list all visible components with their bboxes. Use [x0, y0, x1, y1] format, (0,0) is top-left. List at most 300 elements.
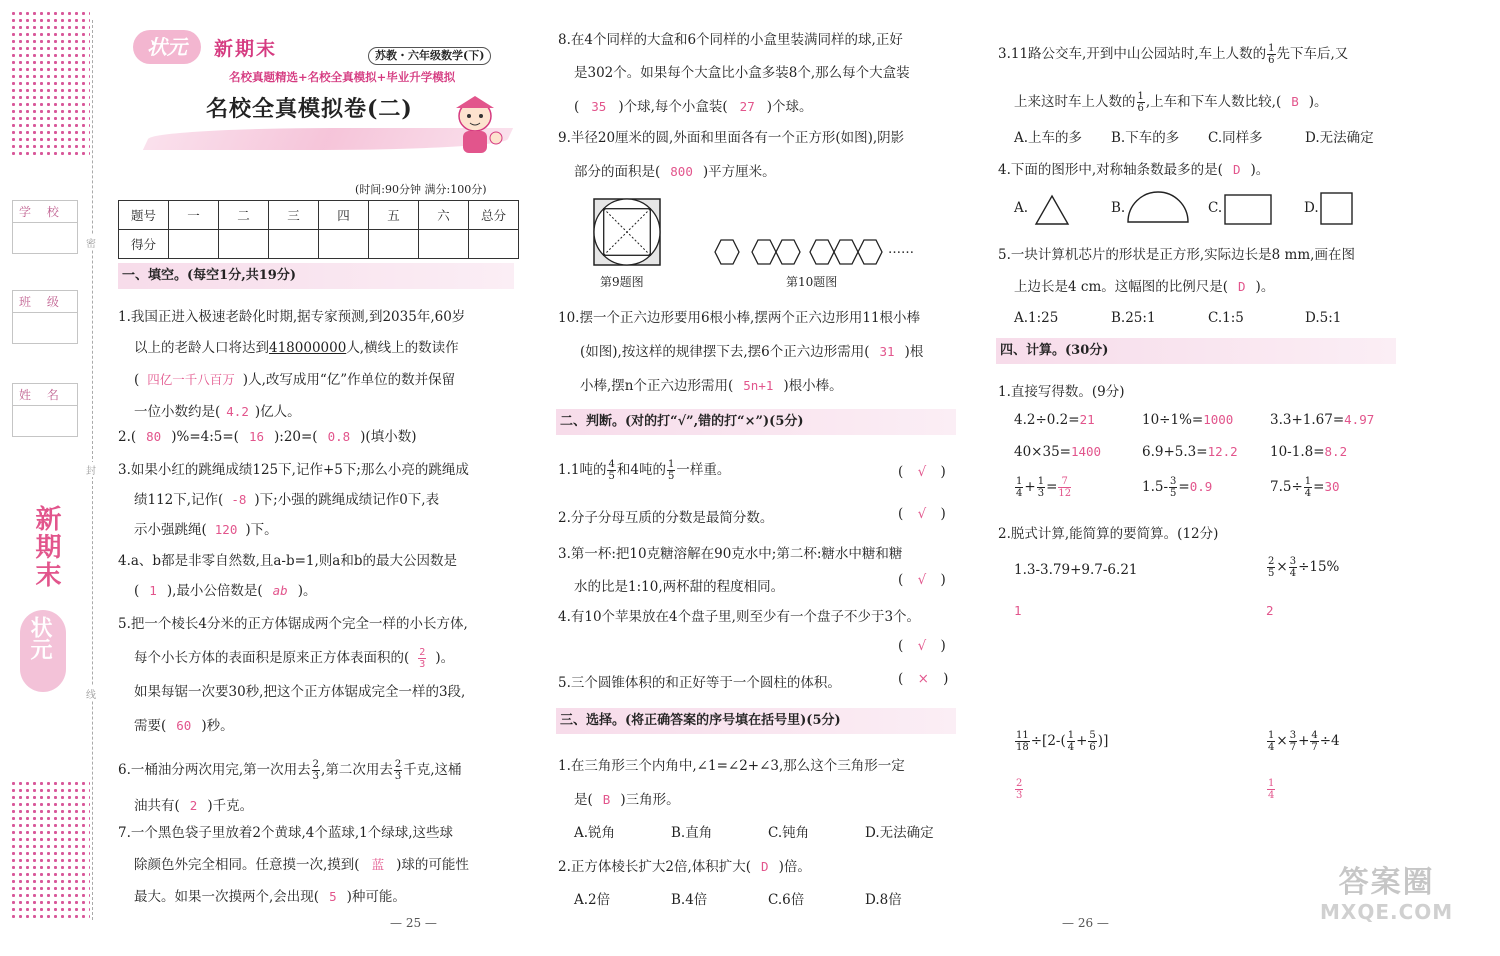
q3-text: )下。 — [245, 522, 278, 538]
calc-fraction — [1304, 476, 1312, 499]
fraction-numerator: 2 — [419, 647, 426, 658]
option-a[interactable]: A. — [1014, 200, 1029, 216]
fraction-numerator: 7 — [1058, 476, 1071, 488]
q4-text: ( — [134, 583, 140, 599]
class-label: 班 级 — [13, 291, 77, 313]
judge-answer-4[interactable]: ( √ ) — [898, 638, 946, 654]
calc-expr-3 — [1014, 730, 1108, 753]
calc-expr: 4.2÷0.2= — [1014, 412, 1080, 428]
judge-item-4: 4.有10个苹果放在4个盘子里,则至少有一个盘子不少于3个。 — [558, 609, 921, 625]
question-6 — [118, 752, 462, 824]
calc-expr: 1.5- — [1142, 479, 1169, 495]
judge-item-3-line1: 3.第一杯:把10克糖溶解在90克水中;第二杯:糖水中糖和糖 — [558, 546, 903, 562]
calc-answer[interactable]: 1400 — [1070, 444, 1102, 459]
q3-answer-1[interactable]: -8 — [231, 492, 247, 507]
calc-item — [1270, 476, 1340, 499]
q6-fraction-1 — [312, 759, 320, 782]
choice-q1-line1: 1.在三角形三个内角中,∠1=∠2+∠3,那么这个三角形一定 — [558, 758, 905, 774]
school-field[interactable] — [12, 200, 78, 254]
score-cell[interactable] — [419, 230, 469, 259]
calc-row-2 — [1014, 444, 1347, 460]
score-header-cell: 题号 — [119, 201, 169, 230]
calc-expr-2-answer[interactable]: 2 — [1266, 603, 1274, 618]
q7-text: )球的可能性 — [396, 857, 469, 873]
option-b[interactable]: B.下车的多 — [1111, 130, 1180, 146]
question-3 — [118, 455, 469, 545]
q6-text: )千克。 — [207, 798, 254, 814]
circle-square-figure — [593, 198, 661, 266]
choice-text: 3.11路公交车,开到中山公园站时,车上人数的 — [998, 46, 1267, 62]
bottom-dot-pattern — [10, 780, 90, 920]
mascot-icon — [446, 94, 504, 158]
calc-item — [1270, 412, 1374, 428]
fraction-numerator: 1 — [1268, 778, 1275, 789]
fraction-denominator: 7 — [1289, 742, 1297, 753]
name-label: 姓 名 — [13, 384, 77, 406]
q8-line1: 8.在4个同样的大盒和6个同样的小盒里装满同样的球,正好 — [558, 32, 903, 48]
option-c[interactable]: C.同样多 — [1208, 130, 1263, 146]
fraction-denominator: 3 — [312, 771, 320, 782]
choice-q5 — [998, 240, 1402, 334]
q8-text: )个球。 — [766, 99, 813, 115]
score-row-label: 得分 — [119, 230, 169, 259]
fraction-numerator: 1 — [1137, 91, 1144, 102]
judge-mark: √ — [917, 638, 927, 654]
q5-text: 每个小长方体的表面积是原来正方体表面积的( — [134, 650, 410, 666]
q3-text: 绩112下,记作( — [134, 492, 224, 508]
q7-text: )种可能。 — [346, 889, 406, 905]
q10-answer-2[interactable]: 5n+1 — [743, 378, 774, 393]
fraction-denominator: 3 — [394, 771, 402, 782]
q5-text: )秒。 — [201, 718, 234, 734]
calc-op: × — [1276, 733, 1288, 749]
choice-q3-options — [1014, 126, 1402, 146]
choice-q5-line1: 5.一块计算机芯片的形状是正方形,实际边长是8 mm,画在图 — [998, 247, 1355, 263]
calc-expr-4 — [1266, 730, 1340, 753]
judge-answer-1[interactable]: ( √ ) — [898, 464, 946, 480]
choice-q5-options — [998, 303, 1402, 334]
q1-answer-reading[interactable]: 四亿一千八百万 — [147, 372, 235, 387]
seal-xian: 线 — [86, 686, 96, 701]
judge-item-3 — [558, 538, 902, 604]
judge-text: 和4吨的 — [616, 462, 666, 478]
fraction-denominator: 3 — [1037, 488, 1045, 499]
calc-op: + — [1024, 479, 1036, 495]
calc-op: = — [1046, 479, 1058, 495]
fraction-denominator: 4 — [1067, 742, 1075, 753]
q3-line3 — [118, 515, 469, 545]
calc-expr-1-answer[interactable]: 1 — [1014, 603, 1022, 618]
triangle-icon — [1034, 194, 1070, 226]
q1-text: )人,改写成用“亿”作单位的数并保留 — [242, 372, 456, 388]
q9-answer[interactable]: 800 — [670, 164, 693, 179]
calc-expr: 40×35= — [1014, 444, 1071, 460]
fraction-numerator: 2 — [1268, 556, 1275, 567]
judge-item-3-line2: 水的比是1:10,两杯甜的程度相同。 — [574, 579, 785, 595]
q2-text: )%=4:5=( — [171, 429, 239, 445]
choice-q1-options — [558, 817, 962, 850]
calc-answer[interactable]: 0.9 — [1189, 479, 1213, 494]
q5-line2 — [118, 641, 468, 675]
q2-answer-2[interactable]: 16 — [248, 429, 264, 444]
score-cell[interactable] — [269, 230, 319, 259]
q10-line2 — [558, 335, 923, 369]
q6-answer[interactable]: 2 — [189, 798, 198, 813]
q5-text: 需要( — [134, 718, 167, 734]
calc-op: + — [1298, 733, 1310, 749]
choice-q5-line2 — [998, 271, 1402, 303]
q9-line1: 9.半径20厘米的圆,外面和里面各有一个正方形(如图),阴影 — [558, 130, 905, 146]
choice-text: )。 — [1308, 94, 1328, 110]
calc-row-3 — [1014, 476, 1340, 499]
option-b[interactable]: B.25:1 — [1111, 310, 1156, 326]
calc-fraction — [1088, 730, 1096, 753]
q1-text: ( — [134, 372, 140, 388]
option-d[interactable]: D.无法确定 — [1305, 130, 1374, 146]
q3-line2 — [118, 485, 469, 515]
question-7 — [118, 818, 469, 913]
watermark-text: 答案圈 — [1338, 865, 1435, 900]
q1-text: )亿人。 — [254, 404, 301, 420]
choice-q3-fraction — [1137, 91, 1145, 114]
judge-item-1 — [558, 458, 730, 482]
score-header-cell: 四 — [319, 201, 369, 230]
judge-text: 1.1吨的 — [558, 462, 607, 478]
fraction-numerator: 1 — [1268, 730, 1275, 741]
fraction-numerator: 1 — [667, 459, 675, 470]
option-c[interactable]: C.1:5 — [1208, 310, 1244, 326]
fraction-numerator: 1 — [1268, 43, 1275, 54]
figure-10-caption: 第10题图 — [786, 275, 838, 289]
q10-text: (如图),按这样的规律摆下去,摆6个正六边形需用( — [580, 344, 870, 360]
score-cell[interactable] — [369, 230, 419, 259]
vertical-brand-badge — [20, 610, 66, 692]
fraction-denominator: 5 — [608, 471, 615, 482]
fraction-denominator: 6 — [1268, 55, 1275, 66]
q8-line3 — [558, 90, 910, 124]
q7-line2 — [118, 849, 469, 881]
seal-feng: 封 — [86, 462, 96, 477]
calc-expr-3-answer[interactable] — [1015, 778, 1023, 801]
score-header-cell: 一 — [169, 201, 219, 230]
score-header-cell: 六 — [419, 201, 469, 230]
calc-answer[interactable]: 12.2 — [1207, 444, 1238, 459]
q1-number: 418000000 — [269, 340, 347, 356]
fraction-numerator: 3 — [1289, 730, 1297, 741]
choice-text: )三角形。 — [620, 792, 680, 808]
q6-text: 千克,这桶 — [403, 762, 462, 778]
q4-answer-2[interactable]: ab — [272, 583, 288, 598]
question-5 — [118, 607, 468, 743]
q6-text: 6.一桶油分两次用完,第一次用去 — [118, 762, 311, 778]
q5-line1: 5.把一个棱长4分米的正方体锯成两个完全一样的小长方体, — [118, 616, 468, 632]
choice-q3-fraction — [1267, 43, 1275, 66]
fraction-denominator: 3 — [1016, 790, 1023, 801]
option-b[interactable]: B. — [1111, 200, 1126, 216]
calc-op: × — [1276, 559, 1288, 575]
judge-answer-5[interactable]: ( × ) — [898, 671, 949, 687]
choice-q4-options — [1014, 190, 1374, 230]
calc-answer[interactable]: 21 — [1079, 412, 1095, 427]
fraction-numerator: 3 — [1289, 556, 1297, 567]
fraction-denominator: 3 — [419, 659, 426, 670]
q1-line3 — [118, 364, 518, 396]
choice-q3-line2 — [998, 78, 1348, 126]
q1-line4 — [118, 396, 518, 428]
judge-text: 一样重。 — [676, 462, 731, 478]
calc-op: [2-( — [1042, 733, 1066, 749]
q4-text: )。 — [297, 583, 317, 599]
fraction-denominator: 5 — [667, 471, 675, 482]
q1-text: 一位小数约是( — [134, 404, 221, 420]
question-1 — [118, 302, 518, 428]
fraction-denominator: 7 — [1311, 742, 1318, 753]
vertical-brand-title: 新期末 — [31, 505, 61, 589]
option-c[interactable]: C. — [1208, 200, 1223, 216]
page-number-left: — 25 — — [390, 916, 437, 930]
watermark-logo — [1320, 866, 1453, 924]
calc-fraction — [1267, 556, 1275, 579]
calc-op: ÷15% — [1298, 559, 1340, 575]
judge-mark: × — [917, 671, 929, 687]
square-icon — [1320, 192, 1354, 226]
q7-answer-2[interactable]: 5 — [329, 889, 337, 904]
q2-answer-3[interactable]: 0.8 — [327, 429, 351, 444]
judge-answer-2[interactable]: ( √ ) — [898, 506, 946, 522]
choice-q3-answer[interactable]: B — [1291, 94, 1299, 109]
choice-q5-answer[interactable]: D — [1238, 279, 1246, 294]
calc-expr: 7.5÷ — [1270, 479, 1303, 495]
calc-expr: 10-1.8= — [1270, 444, 1325, 460]
calc-item — [1142, 444, 1270, 460]
brand-badge-text: 状元 — [147, 35, 187, 59]
calc-fraction — [1289, 556, 1297, 579]
score-header-cell: 二 — [219, 201, 269, 230]
q8-answer-1[interactable]: 35 — [591, 99, 607, 114]
calc-answer[interactable]: 4.97 — [1344, 412, 1375, 427]
calc-sub2-title: 2.脱式计算,能简算的要简算。(12分) — [998, 526, 1219, 542]
judge-item-5: 5.三个圆锥体积的和正好等于一个圆柱的体积。 — [558, 675, 841, 691]
choice-text: 4.下面的图形中,对称轴条数最多的是( — [998, 162, 1223, 178]
judge-item-2: 2.分子分母互质的分数是最简分数。 — [558, 510, 774, 526]
calc-row-1 — [1014, 412, 1374, 428]
option-c[interactable]: C.6倍 — [768, 892, 805, 908]
calc-answer[interactable]: 1000 — [1203, 412, 1234, 427]
calc-item — [1142, 476, 1270, 499]
score-cell[interactable] — [469, 230, 519, 259]
judge-mark: √ — [917, 464, 927, 480]
q5-text: )。 — [435, 650, 455, 666]
q4-line1: 4.a、b都是非零自然数,且a-b=1,则a和b的最大公因数是 — [118, 553, 457, 569]
q1-line2 — [118, 333, 518, 364]
q1-text: 人,横线上的数读作 — [346, 340, 459, 356]
choice-q1-answer[interactable]: B — [602, 792, 611, 807]
option-c[interactable]: C.钝角 — [768, 825, 810, 841]
choice-q2-options — [558, 884, 962, 917]
fraction-denominator: 4 — [1016, 488, 1023, 499]
choice-text: 上来这时车上人数的 — [1014, 94, 1136, 110]
score-header-cell: 三 — [269, 201, 319, 230]
score-cell[interactable] — [169, 230, 219, 259]
calc-op: = — [1313, 479, 1325, 495]
choice-text: 2.正方体棱长扩大2倍,体积扩大( — [558, 859, 752, 875]
fraction-numerator: 4 — [1311, 730, 1318, 741]
score-table-header-row — [119, 201, 519, 230]
semicircle-icon — [1126, 190, 1190, 224]
calc-answer[interactable]: 8.2 — [1324, 444, 1348, 459]
score-cell[interactable] — [319, 230, 369, 259]
option-d[interactable]: D.5:1 — [1305, 310, 1342, 326]
choice-text: )倍。 — [778, 859, 811, 875]
option-d[interactable]: D.无法确定 — [865, 825, 934, 841]
calc-fraction — [1015, 730, 1030, 753]
calc-expr: 3.3+1.67= — [1270, 412, 1345, 428]
brand-title: 新期末 — [214, 38, 278, 60]
figure-9 — [593, 198, 661, 270]
fraction-numerator: 2 — [1016, 778, 1023, 789]
option-a[interactable]: A.1:25 — [1014, 310, 1059, 326]
choice-text: 是( — [574, 792, 593, 808]
edition-label: 苏教・六年级数学(下) — [368, 47, 491, 65]
q7-text: 除颜色外完全相同。任意摸一次,摸到( — [134, 857, 360, 873]
choice-q4-answer[interactable]: D — [1232, 162, 1241, 177]
score-header-cell: 五 — [369, 201, 419, 230]
fraction-numerator: 3 — [1170, 476, 1177, 487]
choice-q2-line1 — [558, 850, 962, 884]
fraction-numerator: 4 — [608, 459, 615, 470]
calc-op: ÷4 — [1319, 733, 1340, 749]
question-10 — [558, 302, 923, 403]
calc-expr-4-answer[interactable] — [1267, 778, 1275, 801]
seal-mi: 密 — [86, 235, 96, 250]
top-dot-pattern — [10, 10, 90, 155]
q4-text: ),最小公倍数是( — [166, 583, 263, 599]
question-9 — [558, 121, 904, 189]
calc-op: = — [1178, 479, 1190, 495]
judge-answer-3[interactable]: ( √ ) — [898, 572, 946, 588]
q7-line3 — [118, 881, 469, 913]
calc-answer-fraction[interactable] — [1058, 476, 1071, 499]
calc-item — [1014, 444, 1142, 460]
vertical-badge-text: 状元 — [27, 616, 53, 660]
q9-text: 部分的面积是( — [574, 164, 661, 180]
fraction-denominator: 5 — [1268, 568, 1275, 579]
q3-line1: 3.如果小红的跳绳成绩125下,记作+5下;那么小亮的跳绳成 — [118, 462, 469, 478]
q6-text: ,第二次用去 — [321, 762, 393, 778]
time-info: (时间:90分钟 满分:100分) — [355, 183, 487, 196]
q10-line3 — [558, 369, 923, 403]
q3-text: )下;小强的跳绳成绩记作0下,表 — [254, 492, 440, 508]
fraction-numerator: 1 — [1304, 476, 1312, 487]
choice-q3 — [998, 30, 1348, 126]
fraction-numerator: 1 — [1016, 476, 1023, 487]
figure-9-caption: 第9题图 — [600, 275, 644, 289]
q10-line1: 10.摆一个正六边形要用6根小棒,摆两个正六边形用11根小棒 — [558, 310, 921, 326]
calc-expr: 6.9+5.3= — [1142, 444, 1208, 460]
class-field[interactable] — [12, 290, 78, 344]
section3-title: 三、选择。(将正确答案的序号填在括号里)(5分) — [556, 708, 956, 734]
q5-line3: 如果每锯一次要30秒,把这个正方体锯成完全一样的3段, — [134, 684, 466, 700]
fraction-numerator: 11 — [1016, 730, 1029, 741]
calc-fraction — [1037, 476, 1045, 499]
fraction-denominator: 5 — [1170, 488, 1177, 499]
option-a[interactable]: A.2倍 — [574, 892, 611, 908]
watermark-url: MXQE.COM — [1320, 900, 1454, 924]
calc-fraction — [1169, 476, 1177, 499]
figure-10-dots: …… — [888, 242, 914, 257]
page-number-right: — 26 — — [1062, 916, 1109, 930]
q10-answer-1[interactable]: 31 — [879, 344, 895, 359]
choice-text: )。 — [1250, 162, 1270, 178]
calc-fraction — [1015, 476, 1023, 499]
q1-text: 以上的老龄人口将达到 — [134, 340, 269, 356]
score-table-score-row — [119, 230, 519, 259]
calc-expr: 10÷1%= — [1142, 412, 1204, 428]
q6-line1 — [118, 752, 462, 788]
q1-answer-approx[interactable]: 4.2 — [226, 404, 249, 419]
choice-q1-line2 — [558, 783, 962, 817]
choice-q2-answer[interactable]: D — [761, 859, 769, 874]
fraction-denominator: 4 — [1304, 488, 1312, 499]
q4-answer-1[interactable]: 1 — [149, 583, 157, 598]
option-d[interactable]: D. — [1304, 200, 1319, 216]
calc-fraction — [1289, 730, 1297, 753]
option-b[interactable]: B.4倍 — [671, 892, 708, 908]
judge-fraction — [667, 459, 675, 482]
fraction-numerator: 5 — [1089, 730, 1096, 741]
choice-text: 上边长是4 cm。这幅图的比例尺是( — [1014, 279, 1229, 295]
q5-line4 — [118, 709, 468, 743]
q8-text: ( — [574, 99, 580, 115]
q6-fraction-2 — [394, 759, 402, 782]
q7-line1: 7.一个黑色袋子里放着2个黄球,4个蓝球,1个绿球,这些球 — [118, 825, 454, 841]
calc-fraction — [1067, 730, 1075, 753]
q8-text: )个球,每个小盒装( — [618, 99, 728, 115]
option-d[interactable]: D.8倍 — [865, 892, 902, 908]
q5-answer-2[interactable]: 60 — [176, 718, 192, 733]
q6-text: 油共有( — [134, 798, 180, 814]
q9-text: )平方厘米。 — [702, 164, 776, 180]
name-field[interactable] — [12, 383, 78, 437]
header-subtitle: 名校真题精选+名校全真模拟+毕业升学模拟 — [229, 70, 456, 84]
judge-mark: √ — [917, 572, 927, 588]
score-cell[interactable] — [219, 230, 269, 259]
q7-answer-1[interactable]: 蓝 — [371, 857, 385, 872]
option-b[interactable]: B.直角 — [671, 825, 713, 841]
option-a[interactable]: A.锐角 — [574, 825, 616, 841]
calc-answer[interactable]: 30 — [1324, 479, 1340, 494]
brand-badge — [133, 30, 201, 64]
fraction-numerator: 2 — [312, 759, 320, 770]
question-2 — [118, 425, 416, 445]
q10-text: )根 — [904, 344, 924, 360]
fraction-numerator: 1 — [1037, 476, 1045, 487]
q8-line2: 是302个。如果每个大盒比小盒多装8个,那么每个大盒装 — [574, 65, 910, 81]
calc-op: ÷ — [1030, 733, 1043, 749]
q8-answer-2[interactable]: 27 — [739, 99, 755, 114]
option-a[interactable]: A.上车的多 — [1014, 130, 1083, 146]
q5-answer-fraction[interactable] — [410, 647, 434, 670]
q9-line2 — [558, 155, 904, 189]
q2-text: 2.( — [118, 429, 137, 445]
exam-title: 名校全真模拟卷(二) — [206, 96, 413, 122]
judge-fraction — [607, 459, 615, 482]
fraction-denominator: 12 — [1058, 488, 1072, 499]
q10-text: 小棒,摆n个正六边形需用( — [580, 378, 734, 394]
q3-answer-2[interactable]: 120 — [214, 522, 238, 537]
q2-answer-1[interactable]: 80 — [146, 429, 162, 444]
q7-text: 最大。如果一次摸两个,会出现( — [134, 889, 320, 905]
